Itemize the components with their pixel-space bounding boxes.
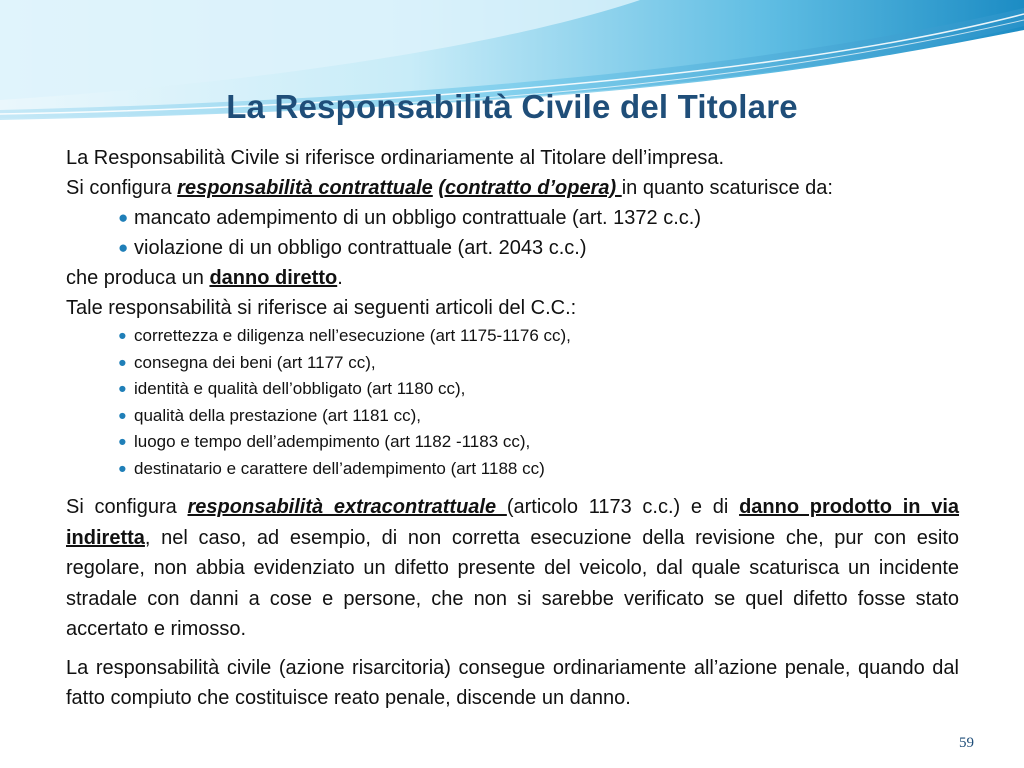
dot-icon: ● <box>118 354 127 371</box>
list-item <box>66 233 959 263</box>
list-item <box>66 350 959 377</box>
indirect-damage-term: danno prodotto in via indiretta <box>66 496 960 549</box>
dot-icon: ● <box>118 381 127 397</box>
list-item-text: identità e qualità dell’obbligato (art 1180 cc), <box>134 379 466 398</box>
articles-intro: Tale responsabilità si riferisce ai seguenti articoli del C.C.: <box>66 297 577 319</box>
intro-line: La Responsabilità Civile si riferisce ordinariamente al Titolare dell’impresa. <box>66 147 725 169</box>
extracontractual-term: responsabilità extracontrattuale <box>187 496 507 518</box>
damage-line-suffix: . <box>337 267 343 289</box>
civil-liability-paragraph: La responsabilità civile (azione risarcitoria) consegue ordinariamente all’azione penale, quando dal fatto compiuto che costituisce reato penale, discende un danno. <box>66 656 959 709</box>
list-item <box>66 203 959 233</box>
direct-damage-term: danno diretto <box>209 267 338 289</box>
list-item-text: mancato adempimento di un obbligo contrattuale (art. 1372 c.c.) <box>134 207 701 229</box>
para1-suffix: , nel caso, ad esempio, di non corretta esecuzione della revisione che, pur con esito regolare, non abbia evidenziato un difetto presente del veicolo, dal quale scaturisca un incidente stradale con danni a cose e persone, che non si sarebbe verificato se quel difetto fosse stato accertato e rimosso. <box>66 526 959 640</box>
contractual-term: responsabilità contrattuale <box>177 177 433 199</box>
slide-title: La Responsabilità Civile del Titolare <box>226 88 798 125</box>
list-item-text: consegna dei beni (art 1177 cc), <box>134 352 376 372</box>
para1-prefix: Si configura <box>66 496 188 518</box>
dot-icon: ● <box>118 434 127 450</box>
list-item <box>66 323 959 350</box>
list-item-text: destinatario e carattere dell’adempimento (art 1188 cc) <box>134 458 545 478</box>
list-item-text: correttezza e diligenza nell’esecuzione (art 1175-1176 cc), <box>134 326 571 345</box>
contract-line-suffix: in quanto scaturisce da: <box>621 177 833 199</box>
dot-icon: ● <box>118 407 127 424</box>
slide-body <box>66 143 959 714</box>
list-item <box>66 376 959 403</box>
para1-middle: (articolo 1173 c.c.) e di <box>506 496 740 518</box>
extracontractual-paragraph <box>66 492 959 645</box>
list-item-text: luogo e tempo dell’adempimento (art 1182 -1183 cc), <box>134 432 531 451</box>
contract-opera-term: (contratto d’opera) <box>438 177 622 199</box>
list-item-text: qualità della prestazione (art 1181 cc), <box>134 405 421 425</box>
dot-icon: ● <box>118 328 127 344</box>
contract-line-prefix: Si configura <box>66 177 178 199</box>
contract-line <box>66 173 959 203</box>
list-item <box>66 403 959 430</box>
list-item-text: violazione di un obbligo contrattuale (art. 2043 c.c.) <box>134 237 587 259</box>
page-number: 59 <box>959 735 974 751</box>
list-item <box>66 429 959 456</box>
dot-icon: ● <box>118 208 129 227</box>
dot-icon: ● <box>118 460 127 477</box>
damage-line-prefix: che produca un <box>66 267 210 289</box>
damage-line <box>66 263 959 293</box>
dot-icon: ● <box>118 238 129 257</box>
list-item <box>66 456 959 483</box>
